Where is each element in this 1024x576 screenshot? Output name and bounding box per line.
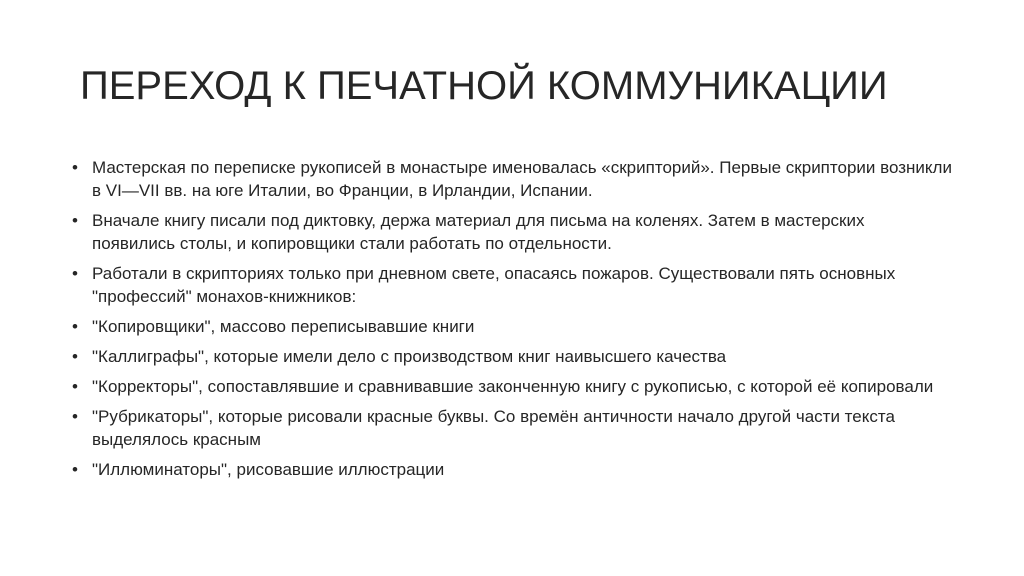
- list-item-text: Мастерская по переписке рукописей в монастыре именовалась «скрипторий». Первые скриптории возникли в VI—VII вв. на юге Италии, во Франции, в Ирландии, Испании.: [92, 158, 952, 200]
- list-item: [72, 345, 952, 368]
- bullet-icon: •: [72, 460, 78, 479]
- list-item-text: Вначале книгу писали под диктовку, держа материал для письма на коленях. Затем в мастерских появились столы, и копировщики стали работать по отдельности.: [92, 211, 865, 253]
- list-item: [72, 315, 952, 338]
- list-item: [72, 262, 952, 308]
- bullet-icon: •: [72, 377, 78, 396]
- bullet-icon: •: [72, 317, 78, 336]
- list-item: [72, 458, 952, 481]
- list-item-text: Работали в скрипториях только при дневном свете, опасаясь пожаров. Существовали пять основных "профессий" монахов-книжников:: [92, 264, 896, 306]
- list-item: [72, 375, 952, 398]
- bullet-icon: •: [72, 264, 78, 283]
- bullet-list: [72, 156, 952, 488]
- list-item-text: "Иллюминаторы", рисовавшие иллюстрации: [92, 460, 445, 479]
- bullet-icon: •: [72, 347, 78, 366]
- list-item-text: "Корректоры", сопоставлявшие и сравнивавшие законченную книгу с рукописью, с которой её копировали: [92, 377, 934, 396]
- list-item-text: "Копировщики", массово переписывавшие книги: [92, 317, 475, 336]
- bullet-icon: •: [72, 158, 78, 177]
- list-item: [72, 156, 952, 202]
- list-item-text: "Рубрикаторы", которые рисовали красные буквы. Со времён античности начало другой части текста выделялось красным: [92, 407, 895, 449]
- list-item: [72, 405, 952, 451]
- bullet-icon: •: [72, 407, 78, 426]
- list-item-text: "Каллиграфы", которые имели дело с производством книг наивысшего качества: [92, 347, 727, 366]
- slide-title: ПЕРЕХОД К ПЕЧАТНОЙ КОММУНИКАЦИИ: [80, 64, 888, 108]
- bullet-icon: •: [72, 211, 78, 230]
- list-item: [72, 209, 952, 255]
